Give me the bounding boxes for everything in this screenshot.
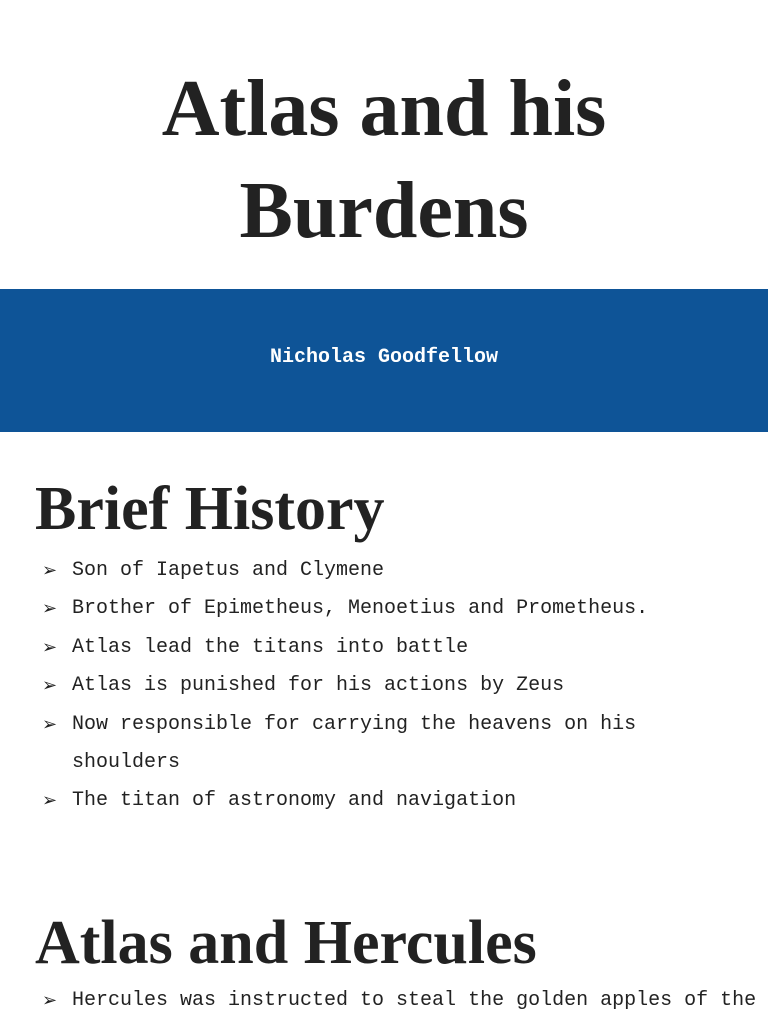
list-item-text: The titan of astronomy and navigation [72,789,517,813]
list-item-text: Atlas lead the titans into battle [72,635,469,659]
author-name: Nicholas Goodfellow [269,346,499,369]
arrowhead-bullet-icon: ➢ [42,790,58,812]
list-item [0,982,768,1020]
arrowhead-bullet-icon: ➢ [42,990,58,1011]
list-item [0,552,768,590]
arrowhead-bullet-icon: ➢ [42,560,58,581]
page-title-line-2: Burdens [239,167,529,255]
arrowhead-bullet-icon: ➢ [42,713,58,735]
list-item-text: Brother of Epimetheus, Menoetius and Prometheus. [72,597,649,621]
list-item-text: Hercules was instructed to steal the golden apples of the [72,989,757,1012]
list-item [0,590,768,628]
atlas-and-hercules-list [0,982,768,1020]
brief-history-list [0,552,768,821]
list-item-text: Now responsible for carrying the heavens on his [72,712,637,736]
arrowhead-bullet-icon: ➢ [42,598,58,620]
list-item [0,629,768,667]
list-item [0,782,768,820]
page-title [0,58,768,262]
list-item-text-continued: shoulders [72,751,181,775]
list-item-text: Atlas is punished for his actions by Zeus [72,674,565,698]
arrowhead-bullet-icon: ➢ [42,636,58,658]
list-item-text: Son of Iapetus and Clymene [72,559,385,582]
page-title-line-1: Atlas and his [161,65,607,153]
section-heading-brief-history: Brief History [35,475,385,543]
list-item [0,667,768,705]
arrowhead-bullet-icon: ➢ [42,675,58,697]
list-item [0,706,768,783]
section-heading-atlas-and-hercules: Atlas and Hercules [35,909,537,977]
